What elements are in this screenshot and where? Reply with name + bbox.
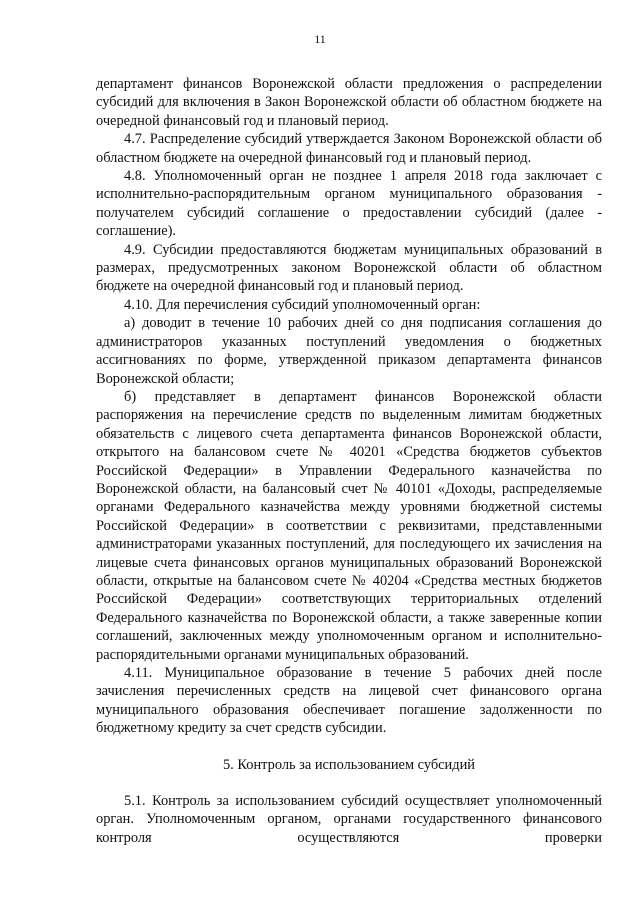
paragraph-4-8: 4.8. Уполномоченный орган не позднее 1 апреля 2018 года заключает с исполнительно-распорядительным органом муниципального образования - получателем субсидий соглашение о предоставлении субсидий (далее - соглашение). bbox=[96, 168, 602, 240]
paragraph-4-7: 4.7. Распределение субсидий утверждается Законом Воронежской области об областном бюджете на очередной финансовый год и плановый период. bbox=[96, 131, 602, 166]
paragraph-4-11: 4.11. Муниципальное образование в течение 5 рабочих дней после зачисления перечисленных средств на лицевой счет финансового органа муниципального образования обеспечивает погашение задолженности по бюджетному кредиту за счет средств субсидии. bbox=[96, 665, 602, 737]
page-number: 11 bbox=[314, 32, 326, 46]
paragraph-4-10: 4.10. Для перечисления субсидий уполномоченный орган: bbox=[124, 296, 481, 313]
paragraph-continuation: департамент финансов Воронежской области предложения о распределении субсидий для включения в Закон Воронежской области об областном бюджете на очередной финансовый год и плановый период. bbox=[96, 76, 602, 129]
paragraph-4-9: 4.9. Субсидии предоставляются бюджетам муниципальных образований в размерах, предусмотренных законом Воронежской области об областном бюджете на очередной финансовый год и плановый период. bbox=[96, 241, 602, 295]
document-content bbox=[96, 75, 602, 847]
paragraph-4-10-b: б) представляет в департамент финансов Воронежской области распоряжения на перечисление средств по выделенным лимитам бюджетных обязательств с лицевого счета департамента финансов Воронежской области, открытого на балансовом счете № 40201 «Средства бюджетов субъектов Российской Федерации» в Управлении Федерального казначейства по Воронежской области, на балансовый счет № 40101 «Доходы, распределяемые органами Федерального казначейства между уровнями бюджетной системы Российской Федерации» в соответствии с реквизитами, представленными администраторами указанных поступлений, для последующего их зачисления на лицевые счета финансовых органов муниципальных образований Воронежской области, открытые на балансовом счете № 40204 «Средства местных бюджетов Российской Федерации» соответствующих территориальных отделений Федерального казначейства по Воронежской области, а также заверенные копии соглашений, заключенных между уполномоченным органом и исполнительно-распорядительными органами муниципальных образований. bbox=[96, 388, 602, 663]
paragraph-4-10-a: а) доводит в течение 10 рабочих дней со дня подписания соглашения до администраторов указанных поступлений уведомления о бюджетных ассигнованиях по форме, утвержденной приказом департамента финансов Воронежской области; bbox=[96, 315, 602, 387]
section-heading: 5. Контроль за использованием субсидий bbox=[222, 756, 475, 773]
paragraph-5-1: 5.1. Контроль за использованием субсидий осуществляет уполномоченный орган. Уполномоченным органом, органами государственного финансового контроля осуществляются проверки bbox=[96, 793, 602, 846]
